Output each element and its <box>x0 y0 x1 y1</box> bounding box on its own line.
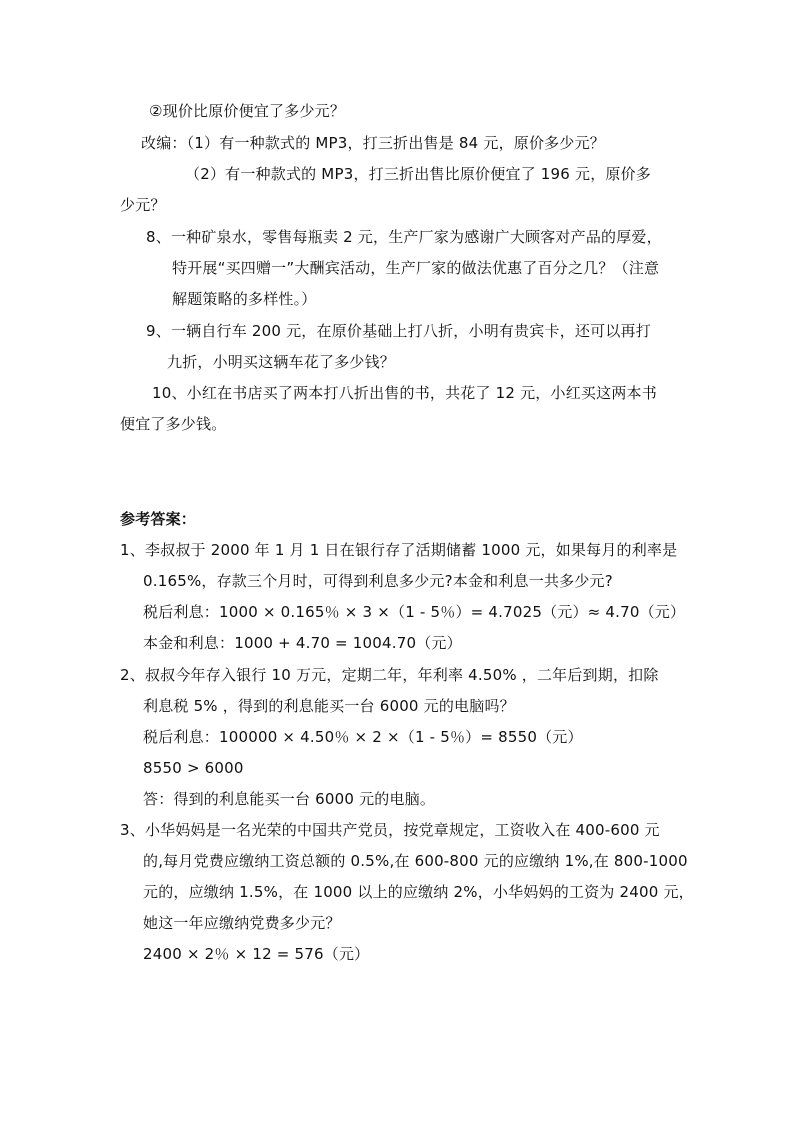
a2-solution-compare: 8550 > 6000 <box>143 759 244 777</box>
a1-solution-total: 本金和利息：1000 + 4.70 = 1004.70（元） <box>143 634 462 652</box>
q10-line2: 便宜了多少钱。 <box>120 415 227 433</box>
q7-part2: ②现价比原价便宜了多少元？ <box>149 102 346 120</box>
q8-line1: 8、一种矿泉水，零售每瓶卖 2 元，生产厂家为感谢广大顾客对产品的厚爱， <box>146 228 662 246</box>
a3-solution: 2400 × 2％ × 12 = 576（元） <box>143 945 370 963</box>
q8-line2: 特开展“买四赠一”大酬宾活动，生产厂家的做法优惠了百分之几？（注意 <box>172 259 660 277</box>
a2-question-line1: 2、叔叔今年存入银行 10 万元，定期二年，年利率 4.50% ，二年后到期，扣除 <box>120 666 659 684</box>
q7-adapt-1: 改编：（1）有一种款式的 MP3，打三折出售是 84 元，原价多少元？ <box>141 134 605 152</box>
answers-heading: 参考答案： <box>120 510 197 528</box>
a1-question-line1: 1、李叔叔于 2000 年 1 月 1 日在银行存了活期储蓄 1000 元，如果每月的利率是 <box>120 541 678 559</box>
a2-question-line2: 利息税 5% ，得到的利息能买一台 6000 元的电脑吗？ <box>143 697 515 715</box>
q9-line2: 九折，小明买这辆车花了多少钱？ <box>167 353 396 371</box>
a3-question-line3: 元的，应缴纳 1.5%，在 1000 以上的应缴纳 2%，小华妈妈的工资为 2400 元， <box>143 883 694 901</box>
a2-solution-interest: 税后利息：100000 × 4.50％ × 2 ×（1 - 5％）= 8550（元） <box>143 728 583 746</box>
q10-line1: 10、小红在书店买了两本打八折出售的书，共花了 12 元，小红买这两本书 <box>152 384 657 402</box>
a2-solution-answer: 答：得到的利息能买一台 6000 元的电脑。 <box>143 790 436 808</box>
a3-question-line4: 她这一年应缴纳党费多少元？ <box>143 914 341 932</box>
a3-question-line2: 的,每月党费应缴纳工资总额的 0.5%,在 600-800 元的应缴纳 1%,在 800-1000 <box>143 852 688 870</box>
q7-adapt-2-line1: （2）有一种款式的 MP3，打三折出售比原价便宜了 196 元，原价多 <box>185 165 652 183</box>
a1-question-line2: 0.165%，存款三个月时，可得到利息多少元?本金和利息一共多少元? <box>143 572 613 590</box>
q9-line1: 9、一辆自行车 200 元，在原价基础上打八折，小明有贵宾卡，还可以再打 <box>146 322 651 340</box>
q8-line3: 解题策略的多样性。） <box>172 290 317 308</box>
a3-question-line1: 3、小华妈妈是一名光荣的中国共产党员，按党章规定，工资收入在 400-600 元 <box>120 821 660 839</box>
q7-adapt-2-line2: 少元？ <box>120 196 166 214</box>
a1-solution-interest: 税后利息：1000 × 0.165％ × 3 ×（1 - 5％）= 4.7025（元）≈ 4.70（元） <box>143 603 686 621</box>
